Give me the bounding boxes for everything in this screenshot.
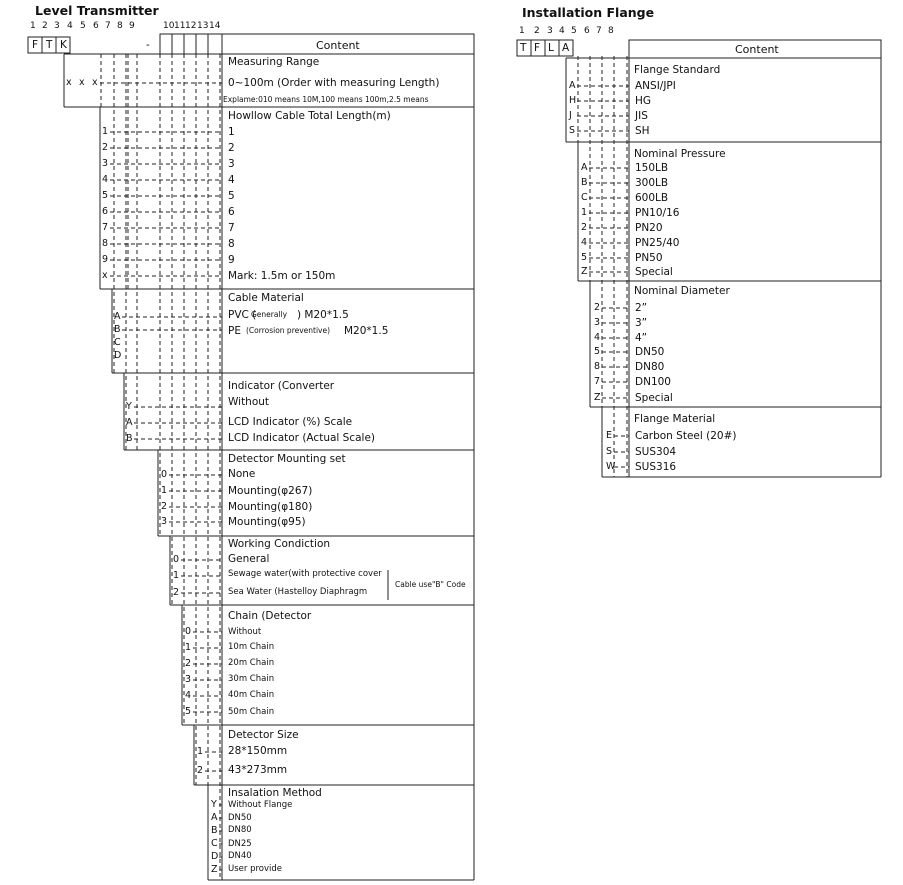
option-measuring-range: 0~100m (Order with measuring Length): [228, 77, 440, 89]
flange-option-nominal-pressure: PN25/40: [635, 237, 680, 249]
brace-note: Cable use"B" Code: [395, 580, 466, 589]
flange-code-nominal-pressure: 5: [581, 252, 588, 263]
option-insulation: DN40: [228, 851, 252, 861]
section-title-indicator: Indicator (Converter: [228, 380, 335, 392]
flange-section-title-nominal-pressure: Nominal Pressure: [634, 148, 726, 160]
code-indicator: A: [126, 417, 133, 428]
code-chain: 1: [185, 642, 192, 653]
section-title-chain: Chain (Detector: [228, 610, 312, 622]
option-cable-length: 8: [228, 238, 235, 250]
flange-code-nominal-pressure: B: [581, 177, 588, 188]
code-measuring-range: x: [92, 77, 98, 88]
code-indicator: B: [126, 433, 133, 444]
flange-code-flange-standard: H: [569, 95, 577, 106]
option-tail: ) M20*1.5: [297, 309, 349, 321]
flange-prefix-cell: T: [520, 42, 527, 54]
option-working-condition: General: [228, 553, 270, 565]
position-number: 8: [117, 21, 123, 31]
option-indicator: Without: [228, 396, 270, 408]
option-chain: 40m Chain: [228, 690, 275, 700]
position-number: 6: [93, 21, 99, 31]
option-cable-length: Mark: 1.5m or 150m: [228, 270, 336, 282]
option-detector-mounting: Mounting(φ267): [228, 485, 313, 497]
flange-option-nominal-pressure: PN10/16: [635, 207, 680, 219]
option-main: PE: [228, 325, 241, 337]
code-insulation: D: [211, 851, 219, 862]
option-detector-size: 28*150mm: [228, 745, 288, 757]
section-title-detector-size: Detector Size: [228, 729, 299, 741]
option-indicator: LCD Indicator (Actual Scale): [228, 432, 376, 444]
code-cable-length: 7: [102, 222, 109, 233]
code-detector-mounting: 0: [161, 469, 168, 480]
code-cable-length: 9: [102, 254, 109, 265]
flange-code-nominal-diameter: 2: [594, 302, 601, 313]
flange-option-nominal-diameter: 4”: [635, 332, 648, 344]
position-number: 9: [129, 21, 135, 31]
option-cable-length: 4: [228, 174, 235, 186]
code-cable-length: 5: [102, 190, 109, 201]
option-sub: Generally: [251, 310, 288, 319]
flange-position-number: 7: [596, 26, 602, 36]
flange-option-flange-standard: ANSI/JPI: [635, 80, 676, 92]
flange-section-title-nominal-diameter: Nominal Diameter: [634, 285, 730, 297]
option-indicator: LCD Indicator (%) Scale: [228, 416, 353, 428]
option-chain: 50m Chain: [228, 707, 275, 717]
flange-prefix-cell: F: [534, 42, 541, 54]
flange-option-nominal-diameter: DN100: [635, 376, 671, 388]
position-number: 14: [209, 21, 221, 31]
position-number: 10: [163, 21, 175, 31]
code-measuring-range: x: [79, 77, 85, 88]
option-cable-length: 9: [228, 254, 235, 266]
option-cable-length: 3: [228, 158, 235, 170]
section-title-cable-material: Cable Material: [228, 292, 304, 304]
code-indicator: Y: [126, 401, 132, 412]
flange-code-nominal-pressure: 4: [581, 237, 588, 248]
code-cable-material: C: [114, 337, 121, 348]
code-working-condition: 1: [173, 570, 180, 581]
code-chain: 3: [185, 674, 192, 685]
flange-position-number: 5: [571, 26, 577, 36]
code-cable-material: D: [114, 350, 122, 361]
flange-position-number: 6: [584, 26, 590, 36]
flange-section-title-flange-standard: Flange Standard: [634, 64, 721, 76]
code-cable-length: 2: [102, 142, 109, 153]
prefix-cell: F: [32, 39, 39, 51]
measuring-range-note: Explame:010 means 10M,100 means 100m,2.5 means: [223, 95, 429, 104]
code-working-condition: 2: [173, 587, 180, 598]
code-cable-material: B: [114, 324, 121, 335]
code-detector-mounting: 3: [161, 516, 168, 527]
position-number: 1: [30, 21, 36, 31]
flange-section-title-flange-material: Flange Material: [634, 413, 716, 425]
code-insulation: A: [211, 812, 218, 823]
flange-code-nominal-diameter: Z: [594, 392, 601, 403]
option-detector-mounting: Mounting(φ95): [228, 516, 306, 528]
flange-code-flange-standard: S: [569, 125, 576, 136]
flange-code-nominal-diameter: 5: [594, 346, 601, 357]
installation-flange-title: Installation Flange: [522, 5, 655, 20]
flange-position-number: 4: [559, 26, 565, 36]
flange-content-header: Content: [735, 43, 779, 56]
code-cable-length: 6: [102, 206, 109, 217]
flange-code-nominal-pressure: 1: [581, 207, 588, 218]
flange-code-nominal-diameter: 3: [594, 317, 601, 328]
position-number: 12: [185, 21, 197, 31]
flange-prefix-cell: A: [562, 42, 570, 54]
option-tail: M20*1.5: [344, 325, 389, 337]
content-header: Content: [316, 39, 360, 52]
code-detector-mounting: 2: [161, 501, 168, 512]
flange-code-flange-standard: A: [569, 80, 576, 91]
code-insulation: Z: [211, 864, 218, 875]
flange-code-nominal-diameter: 8: [594, 361, 601, 372]
code-detector-size: 1: [197, 746, 204, 757]
code-insulation: B: [211, 825, 218, 836]
code-cable-length: 1: [102, 126, 109, 137]
option-chain: 30m Chain: [228, 674, 275, 684]
option-cable-length: 6: [228, 206, 235, 218]
position-number: 3: [54, 21, 60, 31]
option-chain: 20m Chain: [228, 658, 275, 668]
flange-code-flange-material: S: [606, 446, 613, 457]
flange-code-nominal-pressure: A: [581, 162, 588, 173]
separator-dash: -: [146, 39, 150, 51]
flange-option-nominal-diameter: 2”: [635, 302, 648, 314]
option-detector-size: 43*273mm: [228, 764, 288, 776]
flange-option-flange-material: Carbon Steel (20#): [635, 430, 737, 442]
code-measuring-range: x: [66, 77, 72, 88]
flange-option-nominal-diameter: DN50: [635, 346, 665, 358]
flange-code-nominal-pressure: Z: [581, 266, 588, 277]
option-sub: (Corrosion preventive): [246, 326, 331, 335]
flange-code-nominal-pressure: 2: [581, 222, 588, 233]
position-number: 13: [197, 21, 209, 31]
flange-option-nominal-pressure: PN50: [635, 252, 663, 264]
code-chain: 4: [185, 690, 192, 701]
code-detector-mounting: 1: [161, 485, 168, 496]
code-chain: 2: [185, 658, 192, 669]
flange-position-number: 2: [534, 26, 540, 36]
flange-code-nominal-diameter: 4: [594, 332, 601, 343]
flange-option-nominal-pressure: 300LB: [635, 177, 669, 189]
level-transmitter-title: Level Transmitter: [35, 3, 159, 18]
prefix-cell: K: [60, 39, 67, 51]
flange-option-flange-material: SUS316: [635, 461, 677, 473]
flange-code-flange-standard: J: [569, 110, 572, 121]
position-number: 11: [174, 21, 186, 31]
flange-code-flange-material: W: [606, 461, 616, 472]
flange-position-number: 8: [608, 26, 614, 36]
flange-option-nominal-diameter: Special: [635, 392, 673, 404]
option-insulation: DN25: [228, 839, 252, 849]
flange-option-flange-standard: JIS: [635, 110, 648, 122]
option-cable-length: 5: [228, 190, 235, 202]
code-detector-size: 2: [197, 765, 204, 776]
flange-position-number: 1: [519, 26, 525, 36]
code-cable-length: 3: [102, 158, 109, 169]
flange-code-nominal-diameter: 7: [594, 376, 601, 387]
prefix-cell: T: [46, 39, 53, 51]
position-number: 7: [105, 21, 111, 31]
position-number: 4: [67, 21, 73, 31]
option-detector-mounting: Mounting(φ180): [228, 501, 313, 513]
option-insulation: User provide: [228, 864, 282, 874]
option-insulation: DN80: [228, 825, 252, 835]
flange-code-flange-material: E: [606, 430, 613, 441]
flange-option-flange-material: SUS304: [635, 446, 677, 458]
section-title-detector-mounting: Detector Mounting set: [228, 453, 346, 465]
position-number: 2: [42, 21, 48, 31]
section-title-working-condition: Working Condiction: [228, 538, 331, 550]
section-title-measuring-range: Measuring Range: [228, 56, 320, 68]
code-cable-length: 8: [102, 238, 109, 249]
code-insulation: C: [211, 838, 218, 849]
flange-prefix-cell: L: [548, 42, 554, 54]
flange-option-nominal-pressure: 150LB: [635, 162, 669, 174]
flange-option-flange-standard: HG: [635, 95, 652, 107]
code-chain: 0: [185, 626, 192, 637]
code-cable-length: 4: [102, 174, 109, 185]
flange-option-nominal-diameter: 3”: [635, 317, 648, 329]
option-cable-length: 1: [228, 126, 235, 138]
option-insulation: DN50: [228, 813, 252, 823]
option-detector-mounting: None: [228, 468, 256, 480]
code-chain: 5: [185, 706, 192, 717]
code-cable-material: A: [114, 311, 121, 322]
section-title-insulation: Insalation Method: [228, 787, 322, 799]
option-working-condition: Sewage water(with protective cover: [228, 569, 382, 579]
option-cable-length: 2: [228, 142, 235, 154]
code-header-box: [160, 34, 222, 54]
option-cable-length: 7: [228, 222, 235, 234]
flange-position-number: 3: [547, 26, 553, 36]
flange-option-nominal-pressure: Special: [635, 266, 673, 278]
section-title-cable-length: Howllow Cable Total Length(m): [228, 110, 391, 122]
flange-option-nominal-pressure: PN20: [635, 222, 663, 234]
option-working-condition: Sea Water (Hastelloy Diaphragm: [228, 587, 368, 597]
option-chain: 10m Chain: [228, 642, 275, 652]
flange-code-nominal-pressure: C: [581, 192, 588, 203]
code-working-condition: 0: [173, 554, 180, 565]
flange-option-flange-standard: SH: [635, 125, 650, 137]
option-main: PVC (: [228, 309, 257, 321]
flange-option-nominal-diameter: DN80: [635, 361, 665, 373]
option-chain: Without: [228, 627, 262, 637]
flange-option-nominal-pressure: 600LB: [635, 192, 669, 204]
position-number: 5: [80, 21, 86, 31]
option-insulation: Without Flange: [228, 800, 293, 810]
code-insulation: Y: [211, 799, 217, 810]
code-cable-length: x: [102, 270, 108, 281]
